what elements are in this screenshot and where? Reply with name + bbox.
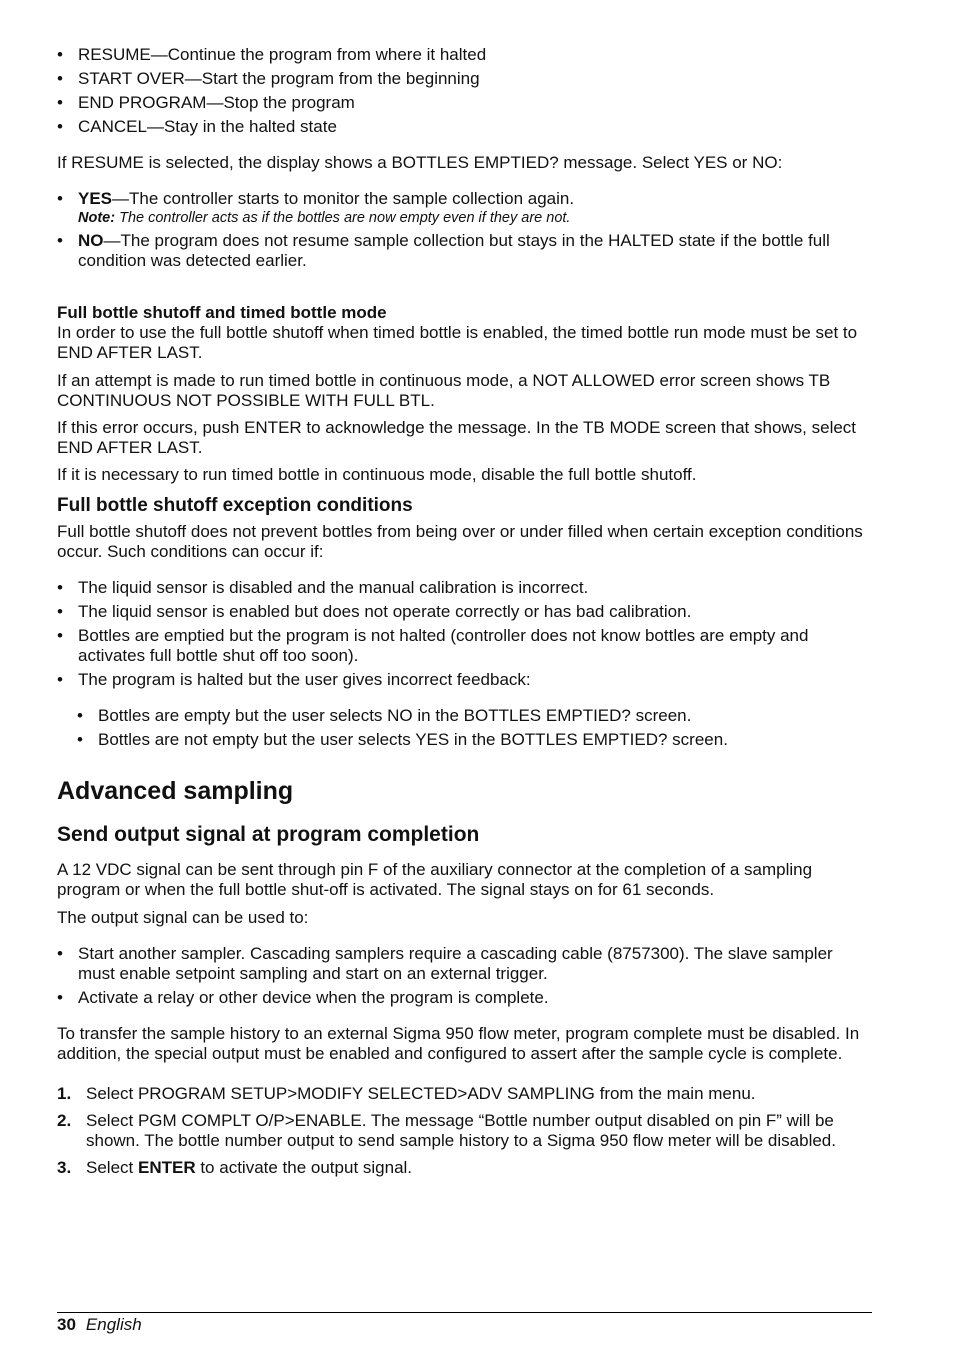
step-number: 1. bbox=[57, 1084, 72, 1103]
timed-heading: Full bottle shutoff and timed bottle mode bbox=[57, 303, 387, 322]
timed-para: If this error occurs, push ENTER to acknowledge the message. In the TB MODE screen that shows, select END AFTER LAST. bbox=[57, 418, 857, 457]
note-text: The controller acts as if the bottles are now empty even if they are not. bbox=[119, 210, 571, 226]
no-label: NO bbox=[78, 231, 104, 250]
step-item bbox=[57, 1084, 872, 1104]
page-footer bbox=[57, 1312, 872, 1335]
step-text: Select PGM COMPLT O/P>ENABLE. The message “Bottle number output disabled on pin F” will be shown. The bottle number output to send sample history to a Sigma 950 flow meter will be disabled. bbox=[86, 1111, 836, 1150]
steps-list bbox=[57, 1084, 872, 1178]
list-item: • Bottles are emptied but the program is not halted (controller does not know bottles are empty and activates full bottle shut off too soon). bbox=[57, 626, 872, 666]
step-text: to activate the output signal. bbox=[195, 1158, 413, 1177]
advanced-para: The output signal can be used to: bbox=[57, 908, 309, 927]
list-item: • RESUME—Continue the program from where it halted bbox=[57, 45, 872, 65]
yes-item bbox=[57, 189, 872, 226]
step-number: 2. bbox=[57, 1111, 72, 1130]
footer-language: English bbox=[85, 1315, 142, 1334]
list-item: • Start another sampler. Cascading samplers require a cascading cable (8757300). The slave sampler must enable setpoint sampling and start on an external trigger. bbox=[57, 944, 872, 984]
yes-text: —The controller starts to monitor the sample collection again. bbox=[112, 189, 575, 208]
advanced-para: To transfer the sample history to an external Sigma 950 flow meter, program complete must be disabled. In addition, the special output must be enabled and configured to assert after the sample cycle is complete. bbox=[57, 1024, 860, 1063]
step-number: 3. bbox=[57, 1158, 72, 1177]
section-title: Advanced sampling bbox=[57, 777, 294, 805]
list-item: • The liquid sensor is disabled and the manual calibration is incorrect. bbox=[57, 578, 872, 598]
resume-intro: If RESUME is selected, the display shows a BOTTLES EMPTIED? message. Select YES or NO: bbox=[57, 153, 783, 172]
timed-para: In order to use the full bottle shutoff when timed bottle is enabled, the timed bottle run mode must be set to END AFTER LAST. bbox=[57, 323, 858, 362]
yes-label: YES bbox=[78, 189, 113, 208]
no-text: —The program does not resume sample collection but stays in the HALTED state if the bottle full condition was detected earlier. bbox=[78, 231, 830, 270]
timed-para: If it is necessary to run timed bottle in continuous mode, disable the full bottle shutoff. bbox=[57, 465, 697, 484]
subsection-title: Send output signal at program completion bbox=[57, 823, 480, 846]
list-item: • CANCEL—Stay in the halted state bbox=[57, 117, 872, 137]
exception-list bbox=[57, 578, 872, 690]
list-item: • Bottles are empty but the user selects NO in the BOTTLES EMPTIED? screen. bbox=[77, 706, 872, 726]
note-label: Note: bbox=[78, 210, 116, 226]
enter-key: ENTER bbox=[137, 1158, 196, 1177]
page-content bbox=[57, 45, 872, 1185]
step-item bbox=[57, 1158, 872, 1178]
list-item: • The liquid sensor is enabled but does not operate correctly or has bad calibration. bbox=[57, 602, 872, 622]
list-item: • START OVER—Start the program from the beginning bbox=[57, 69, 872, 89]
halted-options-list bbox=[57, 45, 872, 137]
list-item: • END PROGRAM—Stop the program bbox=[57, 93, 872, 113]
list-item: • Bottles are not empty but the user selects YES in the BOTTLES EMPTIED? screen. bbox=[77, 730, 872, 750]
step-text: Select PROGRAM SETUP>MODIFY SELECTED>ADV SAMPLING from the main menu. bbox=[86, 1084, 756, 1103]
list-item: • The program is halted but the user gives incorrect feedback: bbox=[57, 670, 872, 690]
step-text: Select bbox=[86, 1158, 138, 1177]
uses-list bbox=[57, 944, 872, 1008]
page-number: 30 bbox=[57, 1315, 76, 1334]
step-item bbox=[57, 1111, 872, 1151]
list-item: • Activate a relay or other device when the program is complete. bbox=[57, 988, 872, 1008]
exception-sub-list bbox=[77, 706, 872, 750]
note bbox=[78, 210, 872, 226]
yes-no-list bbox=[57, 189, 872, 271]
advanced-para: A 12 VDC signal can be sent through pin F of the auxiliary connector at the completion of a sampling program or when the full bottle shut-off is activated. The signal stays on for 61 seconds. bbox=[57, 860, 813, 899]
no-item bbox=[57, 231, 872, 271]
exception-heading: Full bottle shutoff exception conditions bbox=[57, 495, 413, 516]
timed-para: If an attempt is made to run timed bottle in continuous mode, a NOT ALLOWED error screen shows TB CONTINUOUS NOT POSSIBLE WITH FULL BTL. bbox=[57, 371, 831, 410]
exception-intro: Full bottle shutoff does not prevent bottles from being over or under filled when certain exception conditions occur. Such conditions can occur if: bbox=[57, 522, 863, 561]
